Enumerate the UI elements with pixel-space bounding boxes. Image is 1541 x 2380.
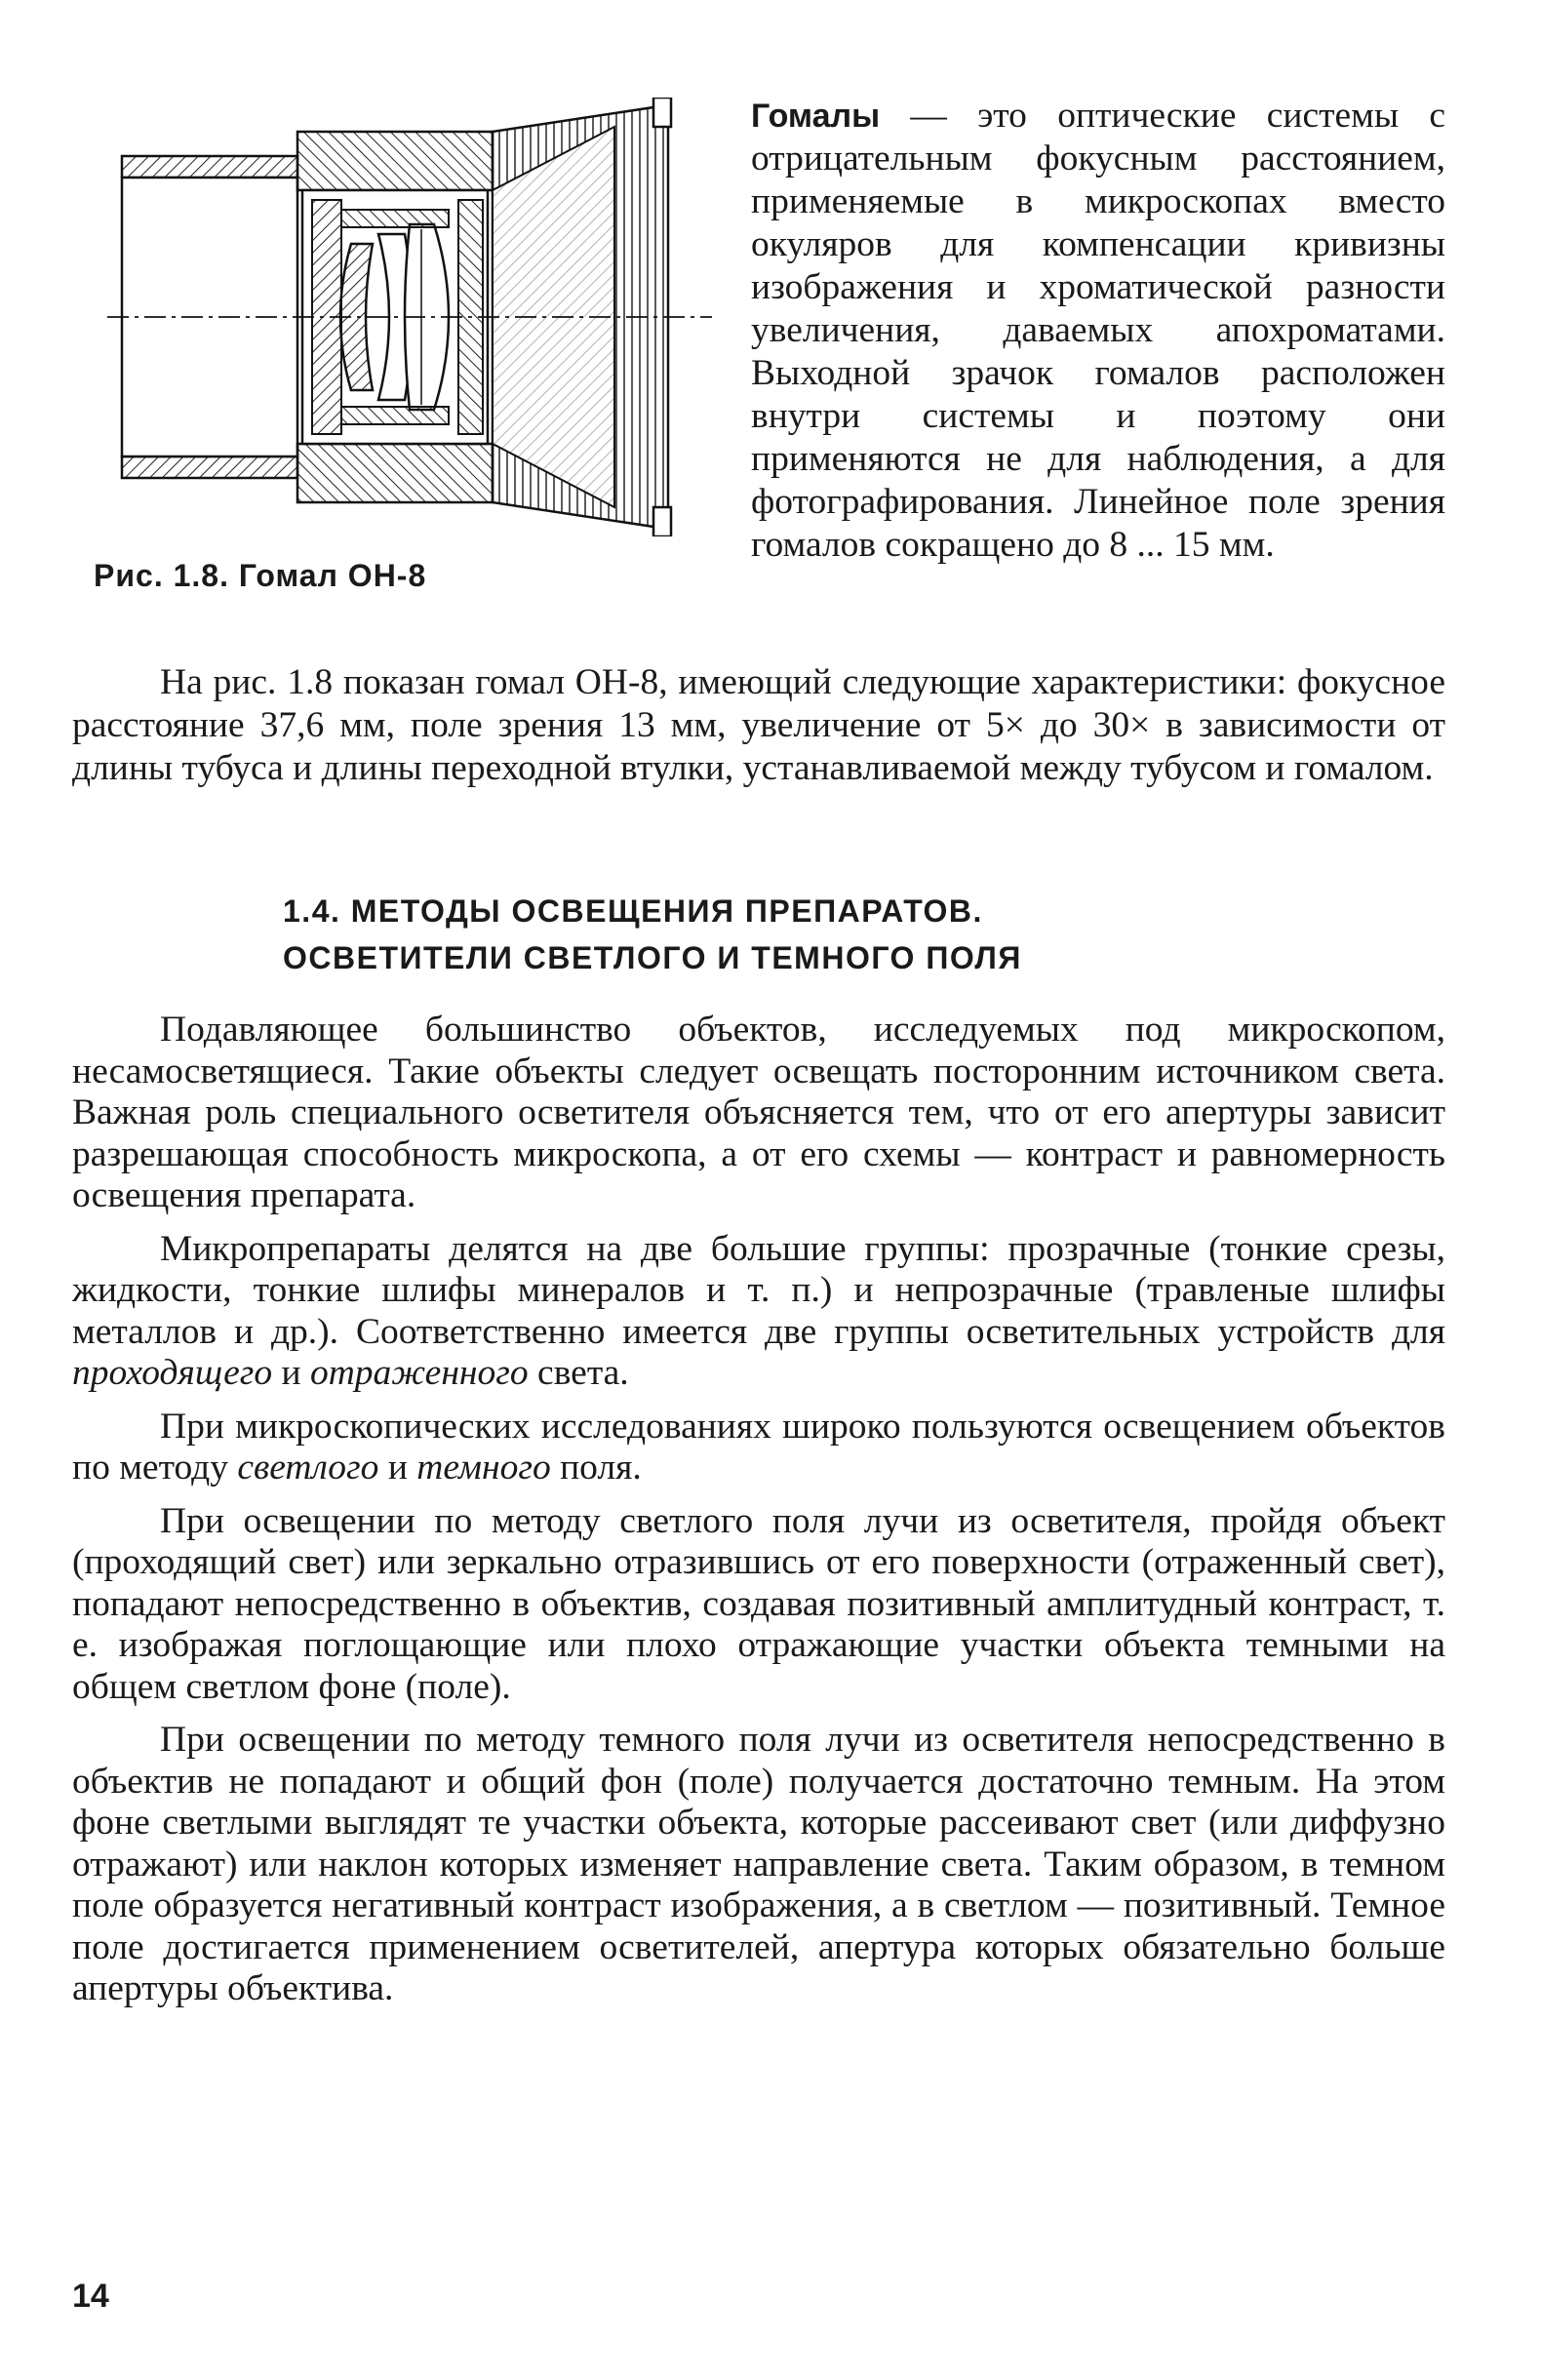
paragraph-4: При освещении по методу светлого поля лучи из осветителя, пройдя объект (проходящий свет) или зеркально отразившись от его поверхности (отраженный свет), попадают непосредственно в объектив, создавая позитивный амплитудный контраст, т. е. изображая поглощающие или плохо отражающие участки объекта темными на общем светлом фоне (поле). bbox=[72, 1500, 1445, 1707]
intro-paragraph bbox=[751, 95, 1445, 567]
paragraph-3-text-a: При микроскопических исследованиях широко пользуются освещением объектов по методу bbox=[72, 1406, 1445, 1488]
intro-term: Гомалы bbox=[751, 98, 881, 135]
section-heading-line-2: ОСВЕТИТЕЛИ СВЕТЛОГО И ТЕМНОГО ПОЛЯ bbox=[283, 940, 1022, 975]
section-heading-line-1: 1.4. МЕТОДЫ ОСВЕЩЕНИЯ ПРЕПАРАТОВ. bbox=[283, 893, 983, 929]
paragraph-1: Подавляющее большинство объектов, исследуемых под микроскопом, несамосветящиеся. Такие объекты следует освещать посторонним источником света. Важная роль специального осветителя объясняется тем, что от его апертуры зависит разрешающая способность микроскопа, а от его схемы — контраст и равномерность освещения препарата. bbox=[72, 1010, 1445, 1215]
paragraph-3-emphasis-1: светлого bbox=[237, 1448, 379, 1488]
page-number: 14 bbox=[72, 2278, 109, 2315]
paragraph-2-emphasis-2: отраженного bbox=[309, 1353, 529, 1393]
paragraph-2-emphasis-1: проходящего bbox=[72, 1353, 273, 1393]
paragraph-3-text-c: поля. bbox=[550, 1448, 642, 1488]
intro-text: — это оптические системы с отрицательным фокусным расстоянием, применяемые в микроскопах вместо окуляров для компенсации кривизны изображения и хроматической разности увеличения, даваемых апохроматами. Выходной зрачок гомалов расположен внутри системы и поэтому они применяются не для наблюдения, а для фотографирования. Линейное поле зрения гомалов сокращено до 8 ... 15 мм. bbox=[751, 96, 1445, 565]
homal-figure bbox=[107, 98, 712, 536]
section-heading bbox=[283, 888, 1161, 981]
figure-caption: Рис. 1.8. Гомал ОН-8 bbox=[94, 558, 427, 593]
paragraph-3 bbox=[72, 1407, 1445, 1489]
intro-continuation-paragraph: На рис. 1.8 показан гомал ОН-8, имеющий следующие характеристики: фокусное расстояние 37,6 мм, поле зрения 13 мм, увеличение от 5× до 30× в зависимости от длины тубуса и длины переходной втулки, устанавливаемой между тубусом и гомалом. bbox=[72, 662, 1445, 788]
paragraph-3-text-b: и bbox=[378, 1448, 417, 1488]
body-text bbox=[72, 1010, 1445, 2022]
paragraph-2-text-b: и bbox=[272, 1353, 310, 1393]
paragraph-2-text-a: Микропрепараты делятся на две большие группы: прозрачные (тонкие срезы, жидкости, тонкие шлифы минералов и т. п.) и непрозрачные (травленые шлифы металлов и др.). Соответственно имеется две группы осветительных устройств для bbox=[72, 1228, 1445, 1352]
paragraph-5: При освещении по методу темного поля лучи из осветителя непосредственно в объектив не попадают и общий фон (поле) получается достаточно темным. На этом фоне светлыми выглядят те участки объекта, которые рассеивают свет (или диффузно отражают) или наклон которых изменяет направление света. Таким образом, в темном поле образуется негативный контраст изображения, а в светлом — позитивный. Темное поле достигается применением осветителей, апертура которых обязательно больше апертуры объектива. bbox=[72, 1720, 1445, 2008]
paragraph-2 bbox=[72, 1229, 1445, 1395]
paragraph-3-emphasis-2: темного bbox=[416, 1448, 551, 1488]
homal-cross-section-drawing bbox=[107, 98, 712, 536]
paragraph-2-text-c: света. bbox=[528, 1353, 629, 1393]
